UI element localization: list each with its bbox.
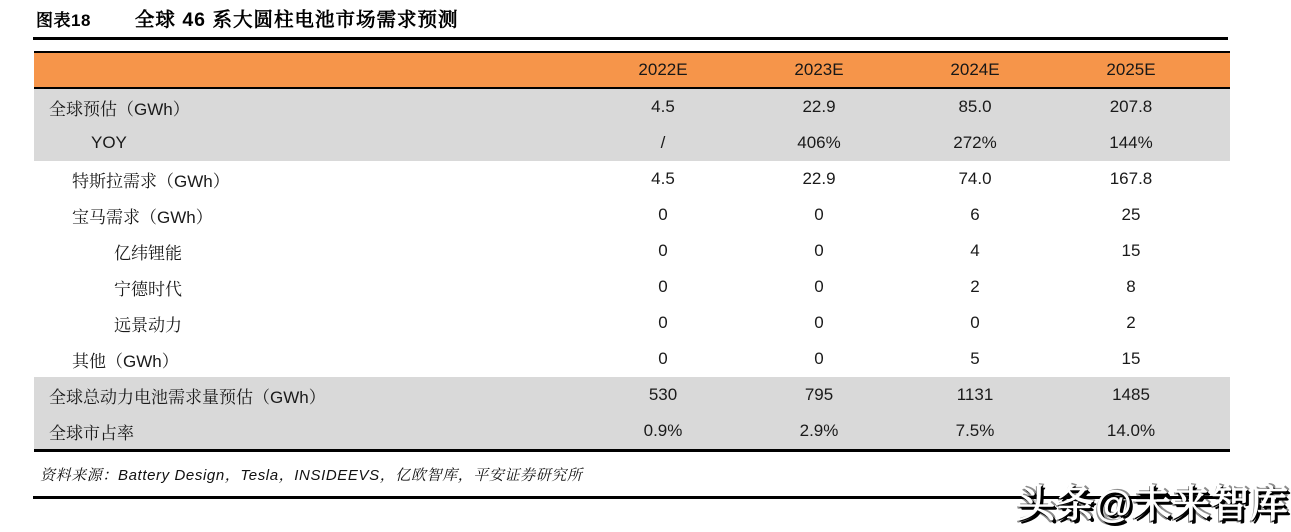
table-row (34, 377, 1230, 413)
column-header-2025e: 2025E (1106, 60, 1156, 79)
table-row (34, 305, 1230, 341)
row-value: 144% (1109, 133, 1153, 152)
table-row (34, 269, 1230, 305)
row-value: 530 (648, 385, 678, 404)
forecast-table (34, 51, 1230, 452)
row-value: 167.8 (1109, 169, 1153, 188)
row-value: 0 (814, 241, 824, 260)
table-row (34, 233, 1230, 269)
table-row (34, 89, 1230, 125)
table-header-row (34, 53, 1230, 89)
row-value: 0 (970, 313, 980, 332)
table-row (34, 413, 1230, 449)
row-value: 15 (1121, 349, 1141, 368)
row-value: 0 (814, 205, 824, 224)
row-value: 6 (970, 205, 980, 224)
row-value: 0 (814, 349, 824, 368)
row-value: 2 (970, 277, 980, 296)
row-value: 22.9 (802, 97, 836, 116)
row-value: 0 (658, 241, 668, 260)
column-header-2022e: 2022E (638, 60, 688, 79)
row-value: 15 (1121, 241, 1141, 260)
row-label: 全球预估（GWh） (49, 99, 190, 119)
row-label: 亿纬锂能 (114, 243, 182, 263)
row-value: 74.0 (958, 169, 992, 188)
row-value: 4.5 (651, 97, 675, 116)
row-value: 406% (797, 133, 841, 152)
row-value: 0 (658, 313, 668, 332)
row-label: 宝马需求（GWh） (72, 207, 213, 227)
row-value: 4.5 (651, 169, 675, 188)
row-value: 85.0 (958, 97, 992, 116)
row-value: 1131 (956, 385, 994, 404)
row-value: 207.8 (1109, 97, 1153, 116)
row-label: 宁德时代 (114, 279, 182, 299)
row-value: 2.9% (799, 421, 839, 440)
source-note: 资料来源：Battery Design，Tesla，INSIDEEVS，亿欧智库，平安证券研究所 (33, 455, 1228, 499)
table-row (34, 125, 1230, 161)
row-value: 0 (658, 277, 668, 296)
row-value: / (660, 133, 666, 152)
figure-header (33, 2, 1228, 40)
row-value: 8 (1126, 277, 1136, 296)
row-label: 远景动力 (114, 315, 182, 335)
row-label: 特斯拉需求（GWh） (72, 171, 230, 191)
row-value: 0.9% (643, 421, 683, 440)
row-value: 7.5% (955, 421, 995, 440)
row-value: 0 (658, 205, 668, 224)
row-value: 1485 (1112, 385, 1150, 404)
table-row (34, 161, 1230, 197)
table-row (34, 341, 1230, 377)
figure-number-label: 图表18 (36, 11, 91, 30)
watermark: 头条@未来智库 (1016, 484, 1289, 526)
column-header-2024e: 2024E (950, 60, 1000, 79)
table-body (34, 89, 1230, 449)
row-value: 0 (814, 313, 824, 332)
row-value: 4 (970, 241, 980, 260)
row-value: 272% (953, 133, 997, 152)
row-value: 14.0% (1106, 421, 1156, 440)
row-label: 全球市占率 (49, 423, 134, 443)
row-value: 2 (1126, 313, 1136, 332)
row-value: 22.9 (802, 169, 836, 188)
row-label: 其他（GWh） (72, 351, 179, 371)
column-header-2023e: 2023E (794, 60, 844, 79)
figure-title: 全球 46 系大圆柱电池市场需求预测 (134, 9, 459, 31)
row-value: 25 (1121, 205, 1141, 224)
row-value: 0 (814, 277, 824, 296)
row-value: 5 (970, 349, 980, 368)
row-label: 全球总动力电池需求量预估（GWh） (49, 387, 326, 407)
table-row (34, 197, 1230, 233)
row-value: 0 (658, 349, 668, 368)
row-label: YOY (91, 133, 127, 152)
row-value: 795 (804, 385, 834, 404)
